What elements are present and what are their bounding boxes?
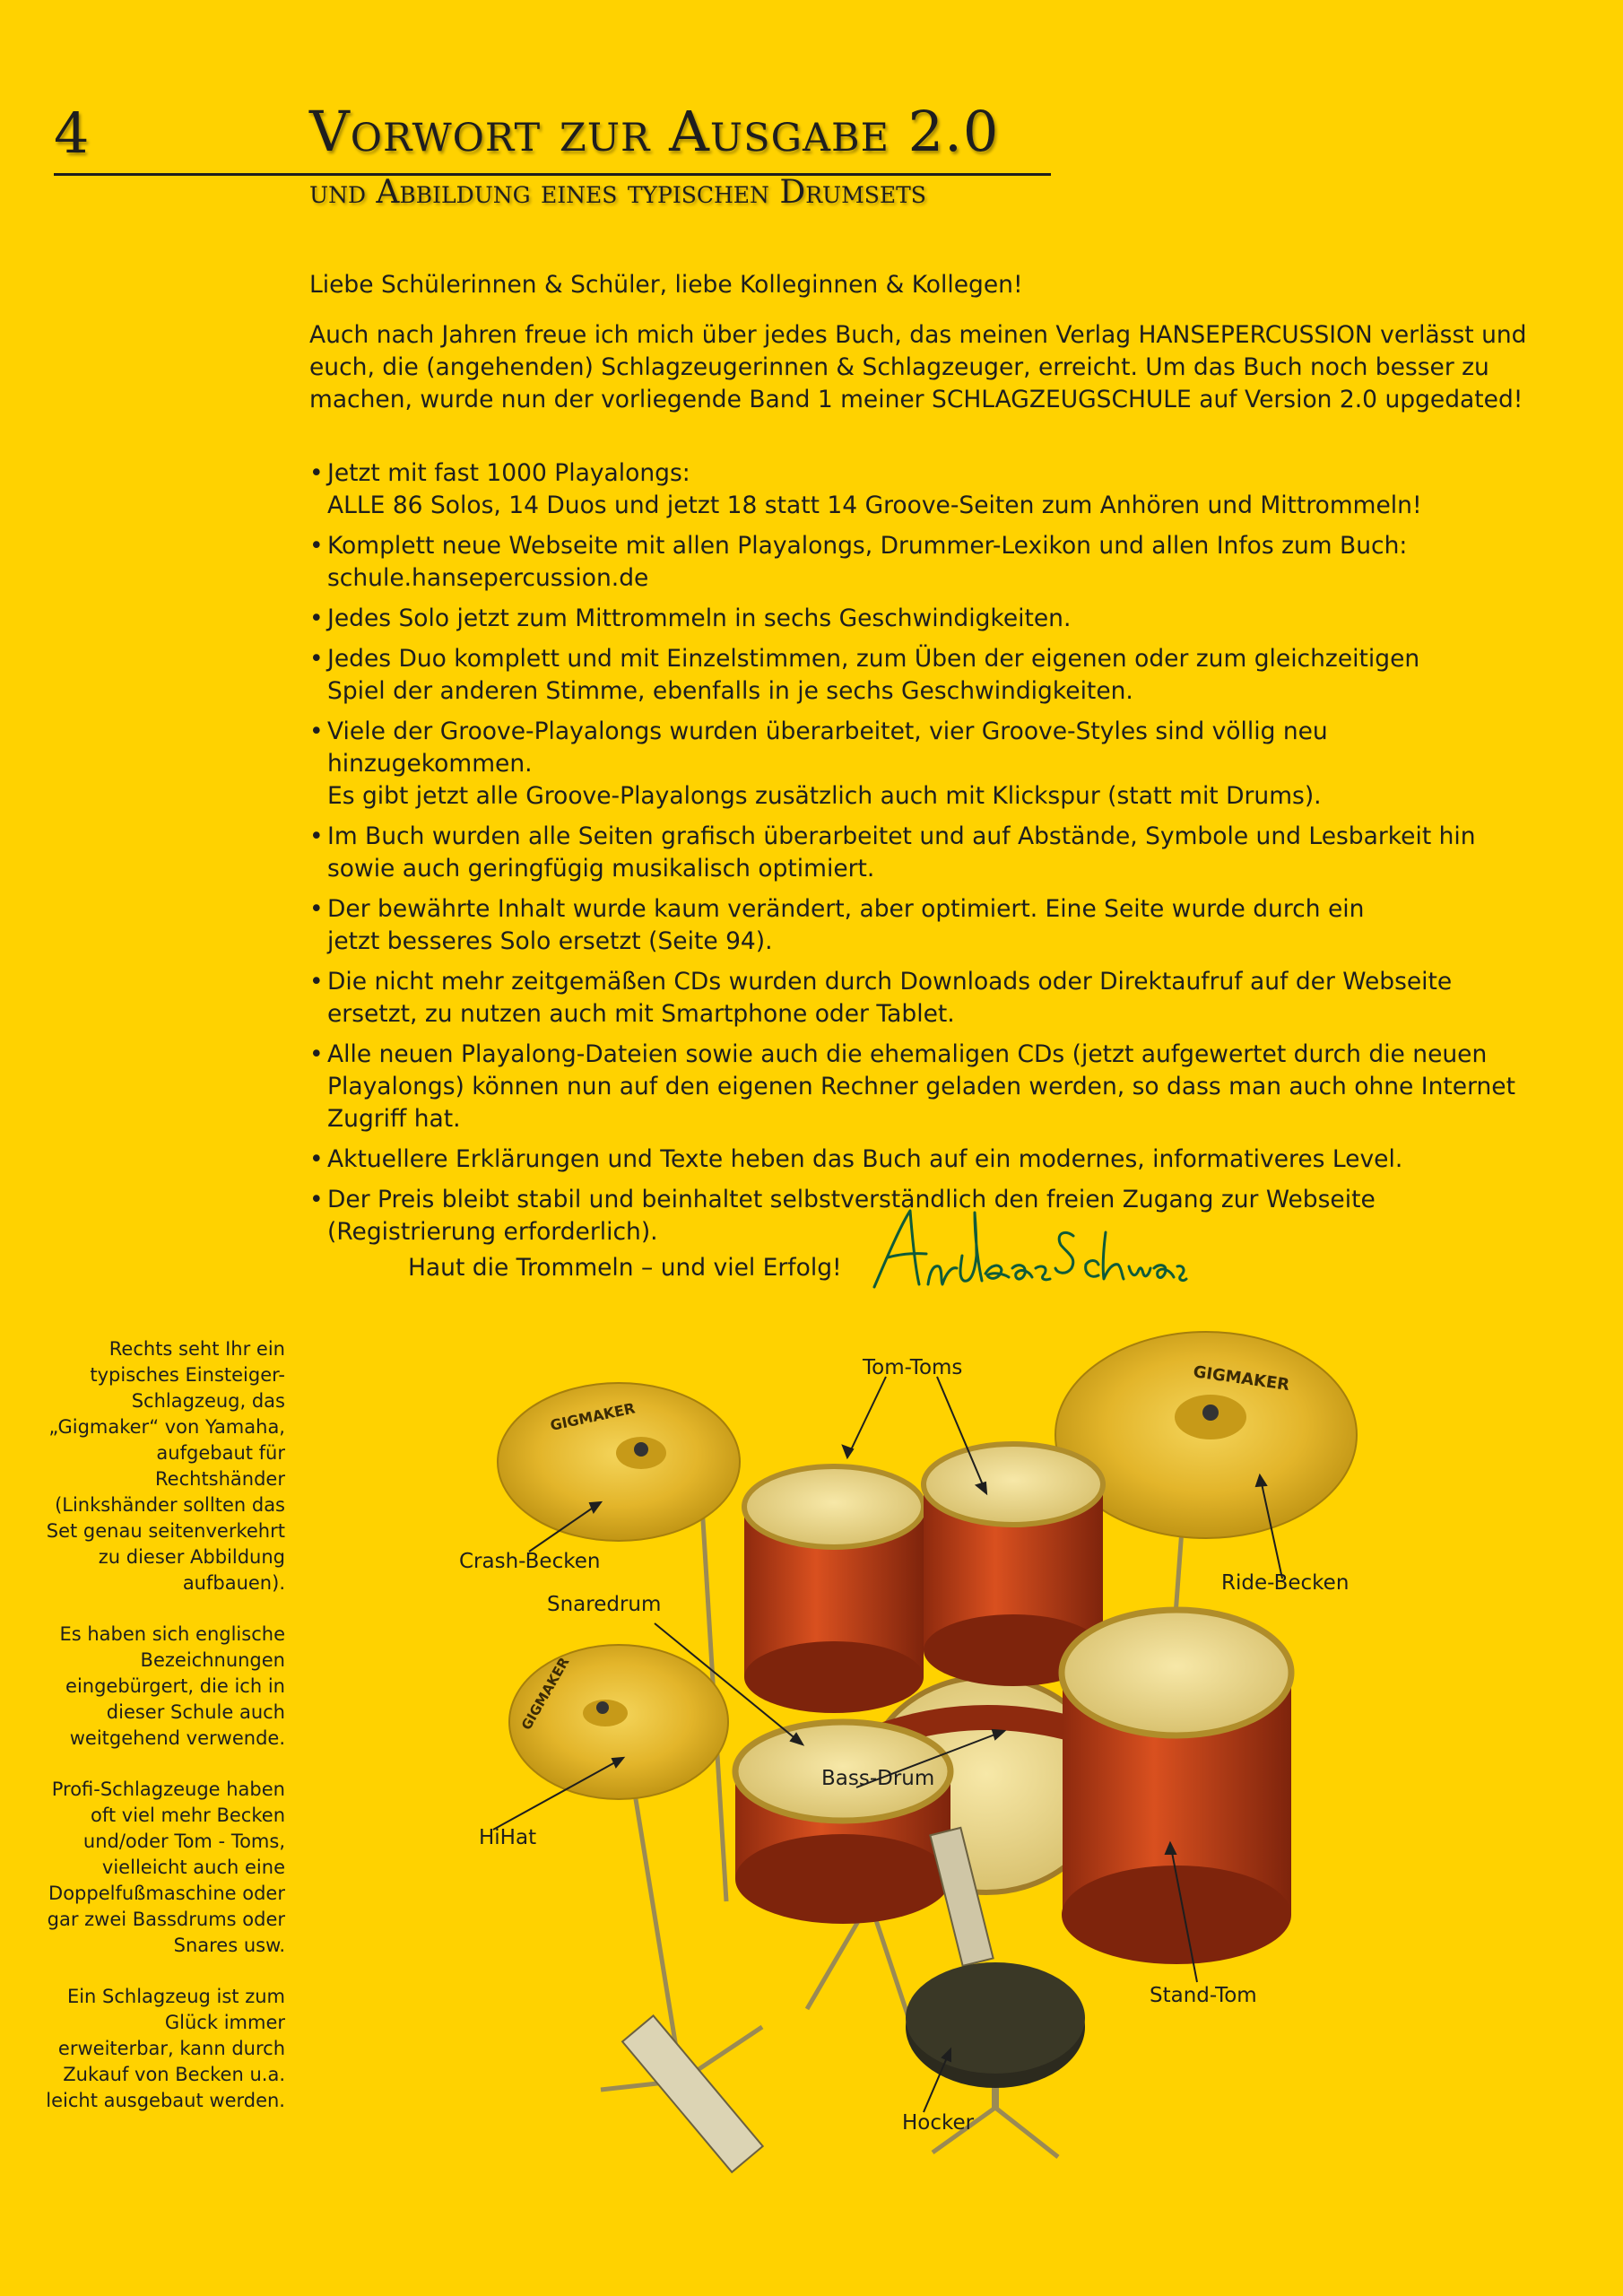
intro-paragraph: Auch nach Jahren freue ich mich über jedes Buch, das meinen Verlag HANSEPERCUSSION verlässt und euch, die (angehenden) Schlagzeugerinnen & Schlagzeuger, erreicht. Um das Buch noch besser zu machen, wurde nun der vorliegende Band 1 meiner SCHLAGZEUGSCHULE auf Version 2.0 upgedated! (309, 321, 1527, 413)
label-snare: Snaredrum (547, 1593, 662, 1616)
list-item: • Jedes Solo jetzt zum Mittrommeln in sechs Geschwindigkeiten. (309, 604, 1072, 632)
label-ride: Ride-Becken (1221, 1571, 1350, 1595)
feature-list (309, 457, 1538, 1257)
sidebar-paragraph: Ein Schlagzeug ist zum Glück immer erweiterbar, kann durch Zukauf von Becken u.a. leicht ausgebaut werden. (46, 1986, 285, 2111)
label-stand-tom: Stand-Tom (1150, 1984, 1257, 2007)
list-item: • Die nicht mehr zeitgemäßen CDs wurden durch Downloads oder Direktaufruf auf der Webseite ersetzt, zu nutzen auch mit Smartphone oder Tablet. (309, 968, 1453, 1028)
snare-drum (735, 1722, 950, 1924)
label-hocker: Hocker (902, 2111, 975, 2135)
label-tom-toms: Tom-Toms (863, 1356, 963, 1379)
hihat-cymbal (509, 1645, 728, 1799)
sidebar-paragraph: Rechts seht Ihr ein typisches Einsteiger-Schlagzeug, das „Gigmaker“ von Yamaha, aufgebaut für Rechtshänder (Linkshänder sollten das Set genau seitenverkehrt zu dieser Abbildung aufbauen). (46, 1338, 285, 1594)
list-item: • Komplett neue Webseite mit allen Playalongs, Drummer-Lexikon und allen Infos zum Buch: schule.hansepercussion.de (309, 532, 1408, 592)
sidebar-notes (45, 1336, 285, 2139)
sidebar-paragraph: Es haben sich englische Bezeichnungen eingebürgert, die ich in dieser Schule auch weitgehend verwende. (59, 1623, 285, 1749)
signature-image (865, 1202, 1188, 1300)
svg-text:GIGMAKER: GIGMAKER (1192, 1362, 1291, 1396)
page-subtitle: und Abbildung eines typischen Drumsets (309, 174, 926, 211)
list-item: • Alle neuen Playalong-Dateien sowie auch die ehemaligen CDs (jetzt aufgewertet durch die neuen Playalongs) können nun auf den eigenen Rechner geladen werden, so dass man auch ohne Internet Zugriff hat. (309, 1040, 1515, 1133)
list-item: • Aktuellere Erklärungen und Texte heben das Buch auf ein modernes, informativeres Level. (309, 1145, 1403, 1173)
greeting: Liebe Schülerinnen & Schüler, liebe Kolleginnen & Kollegen! (309, 271, 1023, 299)
list-item: • Der Preis bleibt stabil und beinhaltet selbstverständlich den freien Zugang zur Webseite (Registrierung erforderlich). (309, 1186, 1376, 1246)
list-item: • Viele der Groove-Playalongs wurden überarbeitet, vier Groove-Styles sind völlig neu hinzugekommen. Es gibt jetzt alle Groove-Playalongs zusätzlich auch mit Klickspur (statt mit Drums). (309, 718, 1328, 810)
crash-cymbal (498, 1383, 740, 1541)
sidebar-paragraph: Profi-Schlagzeuge haben oft viel mehr Becken und/oder Tom - Toms, vielleicht auch eine Doppelfußmaschine oder gar zwei Bassdrums oder Snares usw. (47, 1779, 285, 1956)
label-crash: Crash-Becken (459, 1550, 601, 1573)
floor-tom (1062, 1610, 1291, 1964)
list-item: • Jedes Duo komplett und mit Einzelstimmen, zum Üben der eigenen oder zum gleichzeitigen Spiel der anderen Stimme, ebenfalls in je sechs Geschwindigkeiten. (309, 645, 1420, 705)
svg-text:GIGMAKER: GIGMAKER (517, 1654, 573, 1733)
drum-throne (906, 1962, 1085, 2108)
closing-line: Haut die Trommeln – und viel Erfolg! (408, 1254, 842, 1282)
svg-text:GIGMAKER: GIGMAKER (548, 1399, 637, 1434)
label-hihat: HiHat (479, 1826, 537, 1849)
page-number: 4 (54, 100, 90, 166)
list-item: • Im Buch wurden alle Seiten grafisch überarbeitet und auf Abstände, Symbole und Lesbarkeit hin sowie auch geringfügig musikalisch optimiert. (309, 822, 1476, 883)
rack-tom-left (744, 1466, 924, 1713)
list-item: • Jetzt mit fast 1000 Playalongs: ALLE 86 Solos, 14 Duos und jetzt 18 statt 14 Groove-Seiten zum Anhören und Mittrommeln! (309, 459, 1422, 519)
page-title: Vorwort zur Ausgabe 2.0 (309, 99, 1000, 164)
drumset-figure (448, 1318, 1399, 2224)
list-item: • Der bewährte Inhalt wurde kaum verändert, aber optimiert. Eine Seite wurde durch ein jetzt besseres Solo ersetzt (Seite 94). (309, 895, 1365, 955)
label-bass: Bass-Drum (821, 1767, 935, 1790)
